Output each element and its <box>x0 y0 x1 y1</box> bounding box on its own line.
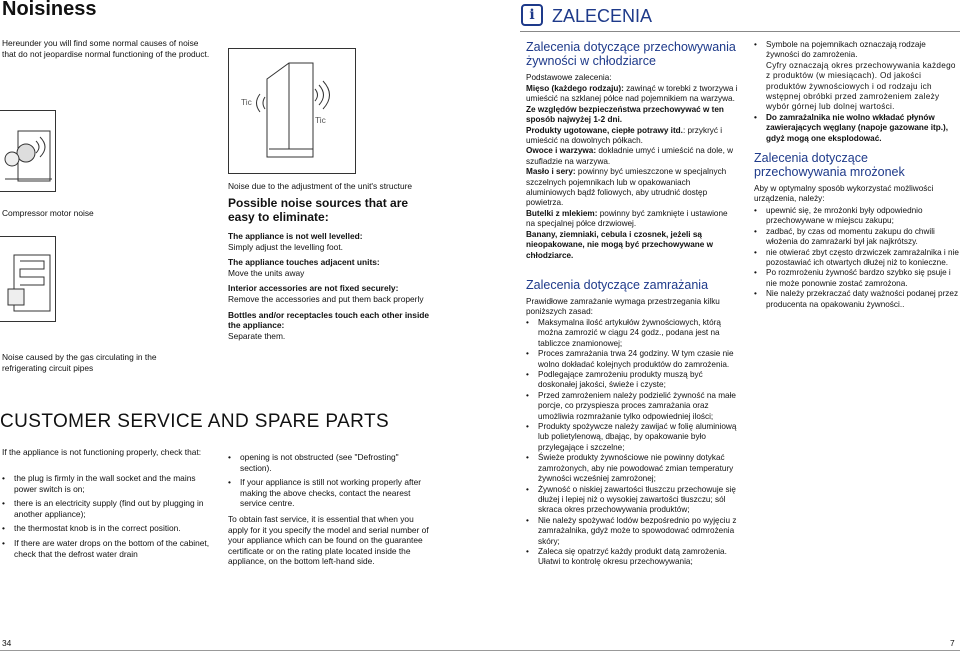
item-text: powinny być umieszczone w specjalnych szczelnych pojemnikach lub w opakowaniach aluminiowych bądź foliowych, aby utrudnić dostęp powietrza. <box>526 167 727 208</box>
noise-item-head: Interior accessories are not fixed securely: <box>228 283 399 294</box>
noise-item-head: The appliance touches adjacent units: <box>228 257 380 268</box>
storage-items <box>526 84 738 261</box>
page-number-right: 7 <box>950 638 955 648</box>
gas-caption: Noise caused by the gas circulating in the refrigerating circuit pipes <box>2 352 157 373</box>
item-head: Butelki z mlekiem: <box>526 208 598 218</box>
note-extra: Cyfry oznaczają okres przechowywania każdego z produktów (w miesiącach). Od jakości produktów żywnościowych i od rodzaju ich wstępnej obróbki przed zamrożeniem zależy wybór górnej lub dolnej wartości. <box>766 60 956 112</box>
item-head: Owoce i warzywa: <box>526 146 597 156</box>
customer-checklist-continued <box>228 452 428 513</box>
storage-item <box>526 105 738 126</box>
tic-label-right: Tic <box>315 115 326 125</box>
item-head: Banany, ziemniaki, cebula i czosnek, jeżeli są nieopakowane, nie mogą być przechowywane w chłodziarce. <box>526 229 713 260</box>
pipes-illustration <box>0 237 55 321</box>
storage-item <box>526 126 738 147</box>
noise-items-list <box>228 231 442 341</box>
freezing-rule: • Świeże produkty żywnościowe nie powinny dotykać zamrożonych, aby nie powodować zmian temperatury żywności wcześniej zamrożonej; <box>526 453 740 484</box>
page-title: Noisiness <box>2 0 97 20</box>
checklist-item: • If there are water drops on the bottom of the cabinet, check that the defrost water drain <box>2 538 212 559</box>
basic-recommendations: Podstawowe zalecenia: <box>526 73 612 82</box>
item-text: : przykryć i umieścić na dowolnych półkach. <box>526 125 723 146</box>
freezer-note <box>754 40 959 113</box>
freezing-intro: Prawidłowe zamrażanie wymaga przestrzegania kilku poniższych zasad: <box>526 297 720 317</box>
compressor-illustration <box>0 111 55 191</box>
info-icon: i <box>521 4 543 26</box>
freezing-title: Zalecenia dotyczące zamrażania <box>526 278 709 292</box>
freezing-rule: • Nie należy spożywać lodów bezpośrednio po wyjęciu z zamrażalnika, gdyż może to spowodować odmrożenia skóry; <box>526 516 740 547</box>
noise-item-text: Simply adjust the levelling foot. <box>228 241 343 252</box>
noise-item-text: Remove the accessories and put them back properly <box>228 293 424 304</box>
noise-item-head: Bottles and/or receptacles touch each other inside the appliance: <box>228 309 430 331</box>
freezing-rule: • Proces zamrażania trwa 24 godziny. W tym czasie nie wolno dokładać kolejnych produktów do zamrożenia. <box>526 349 740 370</box>
storage-item <box>526 167 738 209</box>
compressor-figure <box>0 110 56 192</box>
frozen-tip: • zadbać, by czas od momentu zakupu do chwili włożenia do zamrażarki był jak najkrótszy. <box>754 227 959 248</box>
frozen-tip: • Po rozmrożeniu żywność bardzo szybko się psuje i nie może ponownie zostać zamrożona. <box>754 268 959 289</box>
noise-item-text: Separate them. <box>228 330 286 341</box>
customer-service-title: CUSTOMER SERVICE AND SPARE PARTS <box>0 411 390 432</box>
checklist-item: • there is an electricity supply (find out by plugging in another appliance); <box>2 498 212 519</box>
freezing-rule: • Produkty spożywcze należy zawijać w folię aluminiową lub polietylenową, dbając, by opakowanie było przylegające i szczelne; <box>526 422 740 453</box>
tic-label-left: Tic <box>241 97 252 107</box>
freezing-rules <box>526 318 740 568</box>
possible-sources-title: Possible noise sources that are easy to eliminate: <box>228 196 409 224</box>
frozen-food-tips <box>754 206 959 310</box>
noise-item-head: The appliance is not well levelled: <box>228 231 363 241</box>
checklist-item: • the plug is firmly in the wall socket and the mains power switch is on; <box>2 473 212 494</box>
fridge-tic-illustration <box>229 49 355 173</box>
checklist-item: • opening is not obstructed (see "Defrosting" section). <box>228 452 428 473</box>
item-head: Ze względów bezpieczeństwa przechowywać w ten sposób najwyżej 1-2 dni. <box>526 104 724 125</box>
freezing-rule: • Przed zamrożeniem należy podzielić żywność na małe porcje, co przyspiesza proces zamrażania oraz umożliwia rozmrażanie tylko odpowiedniej ilości; <box>526 391 740 422</box>
noise-item-text: Move the units away <box>228 267 305 278</box>
freezer-notes <box>754 40 959 144</box>
refrigerator-storage-title: Zalecenia dotyczące przechowywania żywności w chłodziarce <box>526 40 736 68</box>
customer-checklist <box>2 473 212 563</box>
note-text: Symbole na pojemnikach oznaczają rodzaje żywności do zamrożenia. <box>766 40 926 60</box>
freezer-note: • Do zamrażalnika nie wolno wkładać płynów zawierających węglany (napoje gazowane itp.), gdyż mogą one eksplodować. <box>754 113 959 144</box>
freezing-rule: • Żywność o niskiej zawartości tłuszczu przechowuje się dłużej i lepiej niż o wysokiej zawartości tłuszczu; sól skraca okres przechowywania produktów; <box>526 485 740 516</box>
item-head: Mięso (każdego rodzaju): <box>526 84 624 93</box>
item-text: zawinąć w torebki z tworzywa i umieścić na szklanej półce nad pojemnikiem na warzywa. <box>526 84 738 104</box>
header-rule <box>520 31 960 32</box>
frozen-tip: • upewnić się, że mrożonki były odpowiednio przechowywane w miejscu zakupu; <box>754 206 959 227</box>
compressor-caption: Compressor motor noise <box>2 208 94 218</box>
frozen-food-title: Zalecenia dotyczące przechowywania mrożonek <box>754 151 905 179</box>
footer-rule <box>0 650 960 651</box>
freezing-rule: • Podlegające zamrożeniu produkty muszą być doskonałej jakości, świeże i czyste; <box>526 370 740 391</box>
checklist-item: • If your appliance is still not working properly after making the above checks, contact the nearest service centre. <box>228 477 428 509</box>
checklist-item: • the thermostat knob is in the correct position. <box>2 523 212 534</box>
item-text: powinny być zamknięte i ustawione na specjalnej półce drzwiowej. <box>526 208 728 229</box>
storage-item <box>526 230 738 261</box>
frozen-tip: • Nie należy przekraczać daty ważności podanej przez producenta na opakowaniu żywności.. <box>754 289 959 310</box>
frozen-tip: • nie otwierać zbyt często drzwiczek zamrażalnika i nie pozostawiać ich otwartych dłużej niż to konieczne. <box>754 248 959 269</box>
customer-intro: If the appliance is not functioning properly, check that: <box>2 447 202 457</box>
item-head: Produkty ugotowane, ciepłe potrawy itd. <box>526 125 683 135</box>
service-paragraph: To obtain fast service, it is essential that when you apply for it you specify the model and serial number of your appliance which can be found on the guarantee certificate or on the rating plate located inside the appliance, on the bottom left-hand side. <box>228 514 429 567</box>
zalecenia-header: ZALECENIA <box>552 6 653 26</box>
structure-noise-figure <box>228 48 356 174</box>
page-number-left: 34 <box>2 638 12 648</box>
frozen-food-intro: Aby w optymalny sposób wykorzystać możliwości urządzenia, należy: <box>754 184 934 204</box>
item-text: dokładnie umyć i umieścić na dole, w szufladzie na warzywa. <box>526 146 734 166</box>
storage-item <box>526 209 738 230</box>
structure-caption: Noise due to the adjustment of the unit's structure <box>228 181 413 191</box>
freezing-rule: • Zaleca się opatrzyć każdy produkt datą zamrożenia. Ułatwi to kontrolę okresu przechowywania; <box>526 547 740 568</box>
storage-item <box>526 146 738 167</box>
storage-item <box>526 84 738 105</box>
freezing-rule: • Maksymalna ilość artykułów żywnościowych, którą można zamrozić w ciągu 24 godz., podana jest na tabliczce znamionowej; <box>526 318 740 349</box>
item-head: Masło i sery: <box>526 167 576 177</box>
intro-text: Hereunder you will find some normal causes of noise that do not jeopardise normal functioning of the product. <box>2 38 210 59</box>
gas-circulation-figure <box>0 236 56 322</box>
